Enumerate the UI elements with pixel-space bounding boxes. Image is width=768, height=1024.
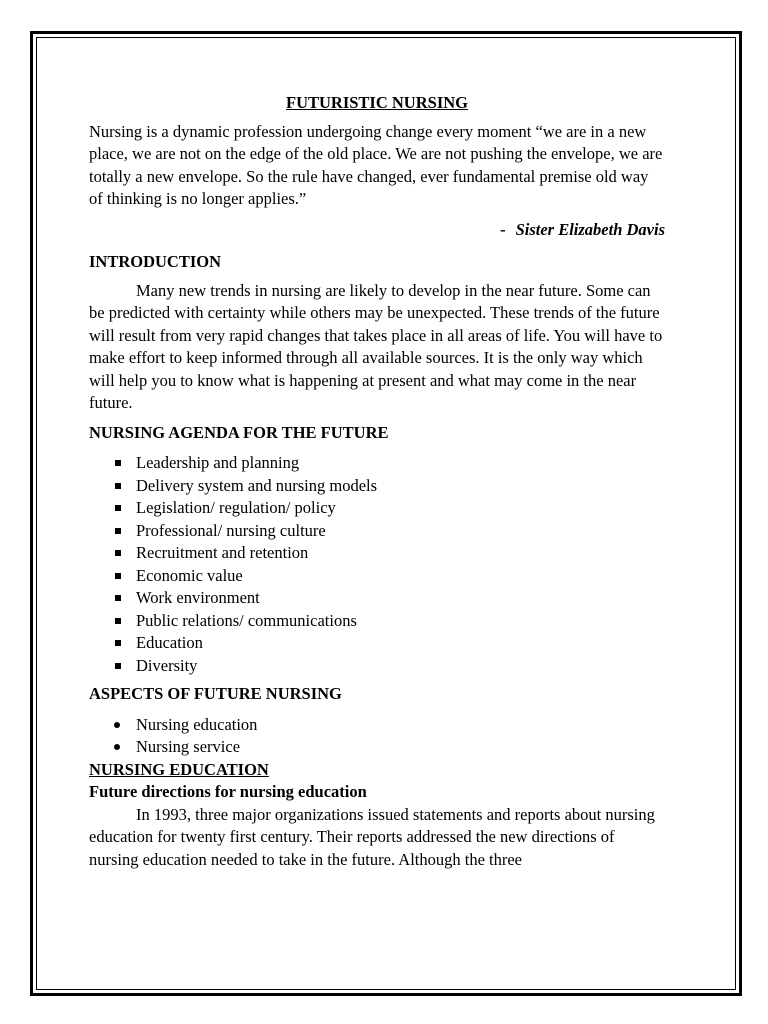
list-item: Delivery system and nursing models — [89, 475, 665, 498]
attribution-dash: - — [500, 219, 506, 239]
nursing-education-subheading: Future directions for nursing education — [89, 782, 367, 801]
list-item: Leadership and planning — [89, 452, 665, 475]
nursing-education-paragraph: In 1993, three major organizations issued statements and reports about nursing education for twenty first century. Their reports addressed the new directions of nursing education needed to take in the future. Although the three — [89, 804, 655, 869]
agenda-heading: NURSING AGENDA FOR THE FUTURE — [89, 422, 389, 442]
list-item: Legislation/ regulation/ policy — [89, 497, 665, 520]
quote-attribution — [89, 219, 665, 242]
introduction-paragraph: Many new trends in nursing are likely to develop in the near future. Some can be predicted with certainty while others may be unexpected. These trends of the future will result from very rapid changes that takes place in all areas of life. You will have to make effort to keep informed through all available sources. It is the only way which will help you to know what is happening at present and what may come in the near future. — [89, 280, 663, 412]
aspects-heading: ASPECTS OF FUTURE NURSING — [89, 684, 342, 703]
attribution-name: Sister Elizabeth Davis — [515, 219, 665, 239]
list-item: Nursing service — [89, 736, 665, 759]
list-item: Nursing education — [89, 714, 665, 737]
nursing-education-heading: NURSING EDUCATION — [89, 759, 269, 779]
list-item: Education — [89, 632, 665, 655]
introduction-heading: INTRODUCTION — [89, 252, 222, 271]
aspects-list — [89, 714, 665, 759]
list-item: Public relations/ communications — [89, 610, 665, 633]
list-item: Professional/ nursing culture — [89, 520, 665, 543]
list-item: Recruitment and retention — [89, 542, 665, 565]
agenda-list — [89, 452, 665, 677]
opening-quote: Nursing is a dynamic profession undergoing change every moment “we are in a new place, we are not on the edge of the old place. We are not pushing the envelope, we are totally a new envelope. So the rule have changed, ever fundamental premise old way of thinking is no longer applies.” — [89, 121, 663, 208]
document-title: FUTURISTIC NURSING — [286, 93, 468, 112]
document-page — [89, 92, 665, 871]
list-item: Diversity — [89, 655, 665, 678]
list-item: Work environment — [89, 587, 665, 610]
list-item: Economic value — [89, 565, 665, 588]
